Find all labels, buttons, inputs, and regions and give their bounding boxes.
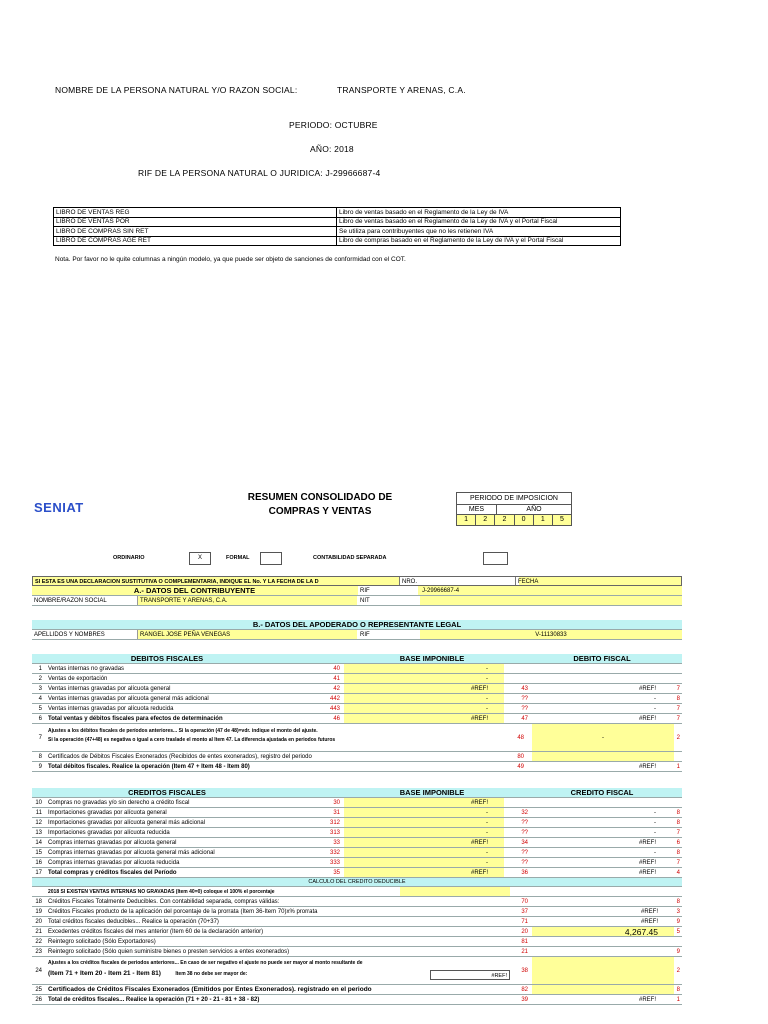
contabilidad-label: CONTABILIDAD SEPARADA xyxy=(313,555,387,561)
periodo-label: PERIODO DE IMPOSICION xyxy=(457,493,571,505)
credito-row-code: 30 xyxy=(333,800,340,806)
credito-row-base[interactable]: - xyxy=(344,828,504,837)
credito-row-fiscal: #REF! xyxy=(638,860,656,866)
credito-calc-label: Total créditos fiscales deducibles... Realice la operación (70+37) xyxy=(48,919,219,925)
credito-calc-number: 19 xyxy=(35,909,42,915)
credito-calc-code: 70 xyxy=(521,899,528,905)
debito-row-code2: 43 xyxy=(521,686,528,692)
credito-row-label: Compras internas gravadas por alícuota general más adicional xyxy=(48,850,215,856)
libro-name: LIBRO DE VENTAS POR xyxy=(54,217,337,227)
credito-row-number: 15 xyxy=(35,850,42,856)
form-title-line2: COMPRAS Y VENTAS xyxy=(268,506,372,517)
creditos-ajuste-ref: #REF! xyxy=(430,970,510,980)
section-a xyxy=(32,576,682,606)
debitos-ajuste-code: 48 xyxy=(517,735,524,741)
credito-calc-value: 4,267.45 xyxy=(532,927,674,936)
debito-row-fiscal xyxy=(532,664,658,673)
credito-calc-row xyxy=(32,917,682,927)
formal-label: FORMAL xyxy=(226,555,250,561)
creditos-title: CREDITOS FISCALES xyxy=(128,788,206,797)
debito-row-number: 6 xyxy=(38,716,42,722)
credito-row xyxy=(32,798,682,808)
credito-row xyxy=(32,828,682,838)
debitos-section: DEBITOS FISCALES BASE IMPONIBLE DEBITO FISCAL 1 Ventas internas no gravadas 40 - 2 Ventas de exportación 41 - 3 Ventas internas gravadas por alícuota general 42 #REF! 43 #REF! 7 4 Ventas internas gravadas por alícuota general más adicional 442 - ?? - 8 5 Ventas internas gravadas por alícuota reducida 443 - ?? - 7 6 Total ventas y débitos fiscales para efectos de determinación 46 #REF! 47 #REF! 7 7 Ajustes a los débitos fiscales de períodos anteriores... Si la operación (47 de 48)=vdr. indique el monto del ajuste. Si la operación (47+48) es negativa o igual a cero traslade el monto al Item 47. La diferencia ajustada en periodos futuros 48 - 2 8 Certificados de Débitos Fiscales Exonerados (Recibidos de entes exonerados), registro del periodo 80 9 Total débitos fiscales. Realice la operación (Item 47 + Item 48 - Item 80) 49 #REF! 1 xyxy=(32,654,682,772)
debitos-base-title: BASE IMPONIBLE xyxy=(399,654,465,663)
formal-checkbox[interactable] xyxy=(260,552,282,565)
periodo-box xyxy=(456,492,572,526)
creditos-ajuste-3: Item 38 no debe ser mayor de: xyxy=(175,971,248,977)
credito-calc-code3: 9 xyxy=(676,949,680,955)
debito-row-code3: 7 xyxy=(676,716,680,722)
credito-row-code3: 8 xyxy=(676,850,680,856)
debito-row xyxy=(32,694,682,704)
credito-calc-label: Reintegro solicitado (Sólo quien suministre bienes o presten servicios a entes exonerados) xyxy=(48,949,290,955)
libro-name: LIBRO DE VENTAS REG xyxy=(54,208,337,218)
credito-row-code3: 6 xyxy=(676,840,680,846)
creditos-ajuste-row: 24 Ajustes a los créditos fiscales de periodos anteriores... En caso de ser negativo el ajuste no puede ser mayor al monto resultante de (Item 71 + Item 20 - Item 21 - Item 81) Item 38 no debe ser mayor de: #REF! 38 2 xyxy=(32,957,682,985)
credito-row-code: 33 xyxy=(333,840,340,846)
credito-row-label: Importaciones gravadas por alícuota reducida xyxy=(48,830,170,836)
credito-row-code: 313 xyxy=(329,830,340,836)
credito-row xyxy=(32,868,682,878)
credito-calc-number: 21 xyxy=(35,929,42,935)
credito-row-code3: 7 xyxy=(676,830,680,836)
credito-calc-code: 21 xyxy=(521,949,528,955)
debitos-fiscal-title: DEBITO FISCAL xyxy=(573,654,631,663)
fecha-field[interactable] xyxy=(515,577,682,585)
nombre-value[interactable]: TRANSPORTE Y ARENAS, C.A. xyxy=(137,596,357,605)
credito-row-base[interactable]: - xyxy=(344,818,504,827)
periodo-digit[interactable]: 5 xyxy=(559,516,564,523)
debito-row-base[interactable]: #REF! xyxy=(344,684,504,693)
debitos-cert-code: 80 xyxy=(517,754,524,760)
credito-calc-code3: 3 xyxy=(676,909,680,915)
debito-row-code3: 7 xyxy=(676,706,680,712)
debitos-total-label: Total débitos fiscales. Realice la operación (Item 47 + Item 48 - Item 80) xyxy=(48,764,250,770)
credito-row xyxy=(32,858,682,868)
debito-row-code3 xyxy=(674,674,682,683)
credito-row-code2: 36 xyxy=(521,870,528,876)
debito-row-base[interactable]: - xyxy=(344,704,504,713)
section-b-title: B.- DATOS DEL APODERADO O REPRESENTANTE LEGAL xyxy=(252,620,462,629)
debito-row-label: Ventas internas gravadas por alícuota general más adicional xyxy=(48,696,209,702)
credito-row-code: 35 xyxy=(333,870,340,876)
credito-row-base[interactable]: - xyxy=(344,858,504,867)
rif2-label: RIF xyxy=(360,632,370,638)
credito-row-code: 31 xyxy=(333,810,340,816)
libros-table xyxy=(53,207,621,246)
libro-desc: Libro de compras basado en el Reglamento de la Ley de IVA y el Portal Fiscal xyxy=(337,236,621,246)
credito-calc-value xyxy=(532,937,674,946)
credito-row-fiscal xyxy=(532,798,658,807)
debito-row-code: 443 xyxy=(329,706,340,712)
credito-row-code: 332 xyxy=(329,850,340,856)
debito-row-number: 4 xyxy=(38,696,42,702)
nit-value[interactable] xyxy=(420,596,682,605)
apellidos-label: APELLIDOS Y NOMBRES xyxy=(34,632,105,638)
libro-row xyxy=(54,217,621,227)
debito-row-base[interactable]: - xyxy=(344,674,504,683)
credito-row-base[interactable]: - xyxy=(344,808,504,817)
credito-calc-code3: 5 xyxy=(676,929,680,935)
periodo-digit[interactable]: 2 xyxy=(495,515,514,525)
credito-row-fiscal: #REF! xyxy=(638,840,656,846)
debito-row-fiscal: #REF! xyxy=(638,686,656,692)
debitos-total-value: #REF! xyxy=(638,764,656,770)
credito-calc-row xyxy=(32,907,682,917)
ordinario-label: ORDINARIO xyxy=(113,555,145,561)
credito-calc-code: 71 xyxy=(521,919,528,925)
debito-row-label: Ventas internas no gravadas xyxy=(48,666,125,672)
contabilidad-checkbox[interactable] xyxy=(483,552,508,565)
credito-row-number: 17 xyxy=(35,870,42,876)
credito-calc-label: Créditos Fiscales producto de la aplicación del porcentaje de la prorrata (Item 36-Item 70)x% prorrata xyxy=(48,909,318,915)
credito-calc-number: 18 xyxy=(35,899,42,905)
credito-calc-value xyxy=(532,897,674,906)
seniat-logo: SENIAT xyxy=(34,500,84,515)
credito-row-base[interactable]: - xyxy=(344,848,504,857)
debito-row-fiscal: - xyxy=(654,696,656,702)
debito-row-base[interactable]: - xyxy=(344,694,504,703)
libro-desc: Libro de ventas basado en el Reglamento de la Ley de IVA xyxy=(337,208,621,218)
credito-calc-code: 37 xyxy=(521,909,528,915)
debito-row xyxy=(32,714,682,724)
debito-row-base[interactable]: - xyxy=(344,664,504,673)
mes-label: MES xyxy=(457,505,497,514)
credito-row-code3 xyxy=(674,798,682,807)
ordinario-checkbox[interactable]: X xyxy=(189,552,211,565)
section-b xyxy=(32,620,682,640)
credito-row-number: 11 xyxy=(35,810,42,816)
credito-calc-label: Créditos Fiscales Totalmente Deducibles. Con contabilidad separada, compras válidas: xyxy=(48,899,280,905)
debito-row-code3: 8 xyxy=(676,696,680,702)
debito-row-number: 3 xyxy=(38,686,42,692)
credito-row-label: Importaciones gravadas por alícuota general xyxy=(48,810,167,816)
credito-row xyxy=(32,808,682,818)
debito-row-code2 xyxy=(506,674,530,683)
calculo-title: CALCULO DEL CREDITO DEDUCIBLE xyxy=(308,879,406,885)
rif-value[interactable]: J-29966687-4 xyxy=(422,588,460,594)
periodo-digit[interactable]: 0 xyxy=(515,515,534,525)
credito-calc-value xyxy=(532,947,674,956)
credito-calc-code: 81 xyxy=(521,939,528,945)
credito-row-code3: 7 xyxy=(676,860,680,866)
creditos-ajuste-value[interactable] xyxy=(532,957,674,984)
credito-row-code3: 4 xyxy=(676,870,680,876)
debitos-ajuste-2: Si la operación (47+48) es negativa o igual a cero traslade el monto al Item 47. La diferencia ajustada en periodos futuros xyxy=(48,737,336,743)
credito-row-base[interactable]: #REF! xyxy=(344,838,504,847)
libro-desc: Se utiliza para contribuyentes que no les retienen IVA xyxy=(337,227,621,237)
debito-row-code: 42 xyxy=(333,686,340,692)
nro-field[interactable] xyxy=(399,577,519,585)
debito-row xyxy=(32,704,682,714)
creditos-section: CREDITOS FISCALES BASE IMPONIBLE CREDITO FISCAL 10 Compras no gravadas y/o sin derecho a crédito fiscal 30 #REF! 11 Importaciones gravadas por alícuota general 31 - 32 - 8 12 Importaciones gravadas por alícuota general más adicional 312 - ?? - 8 13 Importaciones gravadas por alícuota reducida 313 - ?? - 7 14 Compras internas gravadas por alícuota general 33 #REF! 34 #REF! 6 15 Compras internas gravadas por alícuota general más adicional 332 - ?? - 8 16 Compras internas gravadas por alícuota reducida 333 - ?? #REF! 7 17 Total compras y créditos fiscales del Período 35 #REF! 36 #REF! 4 CALCULO DEL CREDITO DEDUCIBLE 2018 SI EXISTEN VENTAS INTERNAS NO GRAVADAS (Item 40=0) coloque el 100% el porcentaje 18 Créditos Fiscales Totalmente Deducibles. Con contabilidad separada, compras válidas: 70 8 19 Créditos Fiscales producto de la aplicación del porcentaje de la prorrata (Item 36-Item 70)x% prorrata 37 #REF! 3 20 Total créditos fiscales deducibles... Realice la operación (70+37) 71 #REF! 9 21 Excedentes créditos fiscales del mes anterior (Item 60 de la declaración anterior) 20 4,267.45 5 22 Reintegro solicitado (Sólo Exportadores) 81 23 Reintegro solicitado (Sólo quien suministre bienes o presten servicios a entes exonerados) 21 9 24 Ajustes a los créditos fiscales de periodos anteriores... En caso de ser negativo el ajuste no puede ser mayor al monto resultante de (Item 71 + Item 20 - Item 21 - Item 81) Item 38 no debe ser mayor de: #REF! 38 2 25 Certificados de Créditos Fiscales Exonerados (Emitidos por Entes Exonerados). registrado en el periodo 82 8 26 Total de créditos fiscales... Realice la operación (71 + 20 - 21 - 81 + 38 - 82) 39 #REF! 1 xyxy=(32,788,682,1005)
debito-row-fiscal: #REF! xyxy=(638,716,656,722)
debito-row-label: Ventas de exportación xyxy=(48,676,108,682)
creditos-fiscal-title: CREDITO FISCAL xyxy=(570,788,634,797)
credito-calc-row xyxy=(32,947,682,957)
debito-row-label: Ventas internas gravadas por alícuota general xyxy=(48,686,171,692)
name-label xyxy=(55,85,466,95)
credito-row-number: 12 xyxy=(35,820,42,826)
creditos-ajuste-code: 38 xyxy=(521,968,528,974)
name-value: TRANSPORTE Y ARENAS, C.A. xyxy=(337,85,466,95)
debitos-title: DEBITOS FISCALES xyxy=(130,654,204,663)
credito-row-fiscal: - xyxy=(654,850,656,856)
credito-row-label: Total compras y créditos fiscales del Período xyxy=(48,870,177,876)
name-label-text: NOMBRE DE LA PERSONA NATURAL Y/O RAZON SOCIAL: xyxy=(55,85,298,95)
anio-label: AÑO xyxy=(526,506,542,513)
credito-row-fiscal: #REF! xyxy=(638,870,656,876)
nro-label: NRO. xyxy=(402,579,417,585)
debito-row-code: 41 xyxy=(333,676,340,682)
nombre-label: NOMBRE/RAZON SOCIAL xyxy=(34,598,107,604)
libro-desc: Libro de ventas basado en el Reglamento de la Ley de IVA y el Portal Fiscal xyxy=(337,217,621,227)
fecha-label: FECHA xyxy=(518,579,539,585)
creditos-cert-code: 82 xyxy=(521,987,528,993)
debitos-ajuste-text xyxy=(46,727,506,752)
debito-row-code: 46 xyxy=(333,716,340,722)
debito-row xyxy=(32,674,682,684)
credito-row-code: 333 xyxy=(329,860,340,866)
calculo-sub: 2018 SI EXISTEN VENTAS INTERNAS NO GRAVADAS (Item 40=0) coloque el 100% el porcentaje xyxy=(48,889,275,895)
nota-text: Nota. Por favor no le quite columnas a ningún modelo, ya que puede ser objeto de sanciones de conformidad con el COT. xyxy=(55,256,406,263)
credito-row-number: 13 xyxy=(35,830,42,836)
credito-row-base[interactable]: #REF! xyxy=(344,868,504,877)
form-title xyxy=(230,491,410,519)
creditos-ajuste-2: (Item 71 + Item 20 - Item 21 - Item 81) xyxy=(48,970,161,977)
credito-calc-number: 23 xyxy=(35,949,42,955)
credito-row-code: 312 xyxy=(329,820,340,826)
debitos-ajuste-value[interactable]: - xyxy=(532,724,674,751)
creditos-cert-label: Certificados de Créditos Fiscales Exonerados (Emitidos por Entes Exonerados). registrado en el periodo xyxy=(48,986,372,993)
apellidos-value[interactable]: RANGEL JOSE PEÑA VENEGAS xyxy=(137,630,357,639)
credito-row-code2: 34 xyxy=(521,840,528,846)
credito-row-code2: ?? xyxy=(521,830,528,836)
creditos-cert-value[interactable] xyxy=(532,985,674,994)
credito-calc-row xyxy=(32,927,682,937)
debito-row-number: 2 xyxy=(38,676,42,682)
credito-calc-value: #REF! xyxy=(640,919,658,925)
debito-row-code: 442 xyxy=(329,696,340,702)
credito-calc-number: 22 xyxy=(35,939,42,945)
libro-row xyxy=(54,236,621,246)
credito-row-code3: 8 xyxy=(676,820,680,826)
debitos-cert-label: Certificados de Débitos Fiscales Exonerados (Recibidos de entes exonerados), registro del periodo xyxy=(48,754,312,760)
credito-calc-value: #REF! xyxy=(640,909,658,915)
credito-row-label: Compras internas gravadas por alícuota general xyxy=(48,840,177,846)
libro-row xyxy=(54,208,621,218)
debito-row-code3 xyxy=(674,664,682,673)
calculo-percent[interactable] xyxy=(400,887,510,896)
creditos-total-label: Total de créditos fiscales... Realice la operación (71 + 20 - 21 - 81 + 38 - 82) xyxy=(48,997,260,1003)
credito-row xyxy=(32,818,682,828)
debitos-total-code: 49 xyxy=(517,764,524,770)
credito-calc-row xyxy=(32,937,682,947)
nit-label: NIT xyxy=(360,598,370,604)
creditos-total-value: #REF! xyxy=(638,997,656,1003)
credito-row-number: 16 xyxy=(35,860,42,866)
rif-label: RIF xyxy=(358,586,418,595)
form-title-line1: RESUMEN CONSOLIDADO DE xyxy=(247,492,393,503)
creditos-total-code: 39 xyxy=(521,997,528,1003)
libro-name: LIBRO DE COMPRAS AGE RET xyxy=(54,236,337,246)
credito-row-number: 10 xyxy=(35,800,42,806)
libro-row xyxy=(54,227,621,237)
rif-text: RIF DE LA PERSONA NATURAL O JURIDICA: J-29966687-4 xyxy=(138,168,381,178)
debito-row-number: 1 xyxy=(38,666,42,672)
credito-row-base[interactable]: #REF! xyxy=(344,798,504,807)
credito-row-code2: ?? xyxy=(521,850,528,856)
credito-row-number: 14 xyxy=(35,840,42,846)
periodo-digit[interactable]: 1 xyxy=(534,515,553,525)
anio-text: AÑO: 2018 xyxy=(310,144,354,154)
debito-row xyxy=(32,664,682,674)
credito-calc-number: 20 xyxy=(35,919,42,925)
credito-calc-code3: 8 xyxy=(676,899,680,905)
credito-row-label: Compras internas gravadas por alícuota reducida xyxy=(48,860,180,866)
credito-row-fiscal: - xyxy=(654,820,656,826)
debito-row-number: 5 xyxy=(38,706,42,712)
debito-row-base[interactable]: #REF! xyxy=(344,714,504,723)
credito-row-label: Compras no gravadas y/o sin derecho a crédito fiscal xyxy=(48,800,190,806)
debito-row-code3: 7 xyxy=(676,686,680,692)
creditos-base-title: BASE IMPONIBLE xyxy=(399,788,465,797)
credito-row-label: Importaciones gravadas por alícuota general más adicional xyxy=(48,820,206,826)
credito-row-code2: 32 xyxy=(521,810,528,816)
credito-row-code2: ?? xyxy=(521,860,528,866)
creditos-ajuste-1: Ajustes a los créditos fiscales de periodos anteriores... En caso de ser negativo el ajuste no puede ser mayor al monto resultante de xyxy=(48,960,363,966)
credito-row-fiscal: - xyxy=(654,830,656,836)
debitos-ajuste-row: 7 Ajustes a los débitos fiscales de períodos anteriores... Si la operación (47 de 48)=vdr. indique el monto del ajuste. Si la operación (47+48) es negativa o igual a cero traslade el monto al Item 47. La diferencia ajustada en periodos futuros 48 - 2 xyxy=(32,724,682,752)
debito-row-fiscal: - xyxy=(654,706,656,712)
debito-row-code2: 47 xyxy=(521,716,528,722)
debito-row-code2: ?? xyxy=(521,706,528,712)
libro-name: LIBRO DE COMPRAS SIN RET xyxy=(54,227,337,237)
debitos-cert-value[interactable] xyxy=(532,752,674,761)
credito-calc-label: Reintegro solicitado (Sólo Exportadores) xyxy=(48,939,156,945)
periodo-digit[interactable]: 2 xyxy=(476,515,495,525)
credito-row-code2: ?? xyxy=(521,820,528,826)
credito-row xyxy=(32,838,682,848)
credito-calc-label: Excedentes créditos fiscales del mes anterior (Item 60 de la declaración anterior) xyxy=(48,929,264,935)
sustitutiva-label: SI ESTA ES UNA DECLARACION SUSTITUTIVA O COMPLEMENTARIA, INDIQUE EL No. Y LA FECHA DE LA D xyxy=(35,579,319,585)
debito-row-code2: ?? xyxy=(521,696,528,702)
credito-row-fiscal: - xyxy=(654,810,656,816)
debitos-ajuste-1: Ajustes a los débitos fiscales de períodos anteriores... Si la operación (47 de 48)=vdr. indique el monto del ajuste. xyxy=(48,728,318,734)
periodo-text: PERIODO: OCTUBRE xyxy=(289,120,378,130)
debito-row-fiscal xyxy=(532,674,658,683)
debito-row xyxy=(32,684,682,694)
credito-row xyxy=(32,848,682,858)
credito-row-code3: 8 xyxy=(676,810,680,816)
credito-calc-code3: 9 xyxy=(676,919,680,925)
credito-calc-code3 xyxy=(674,937,682,946)
rif2-value[interactable]: V-11130833 xyxy=(420,630,682,639)
debito-row-label: Ventas internas gravadas por alícuota reducida xyxy=(48,706,174,712)
debito-row-code: 40 xyxy=(333,666,340,672)
debito-row-label: Total ventas y débitos fiscales para efectos de determinación xyxy=(48,716,223,722)
credito-calc-row xyxy=(32,897,682,907)
section-a-title: A.- DATOS DEL CONTRIBUYENTE xyxy=(133,586,256,595)
periodo-digit[interactable]: 1 xyxy=(457,515,476,525)
debito-row-code2 xyxy=(506,664,530,673)
credito-calc-code: 20 xyxy=(521,929,528,935)
credito-row-code2 xyxy=(506,798,530,807)
